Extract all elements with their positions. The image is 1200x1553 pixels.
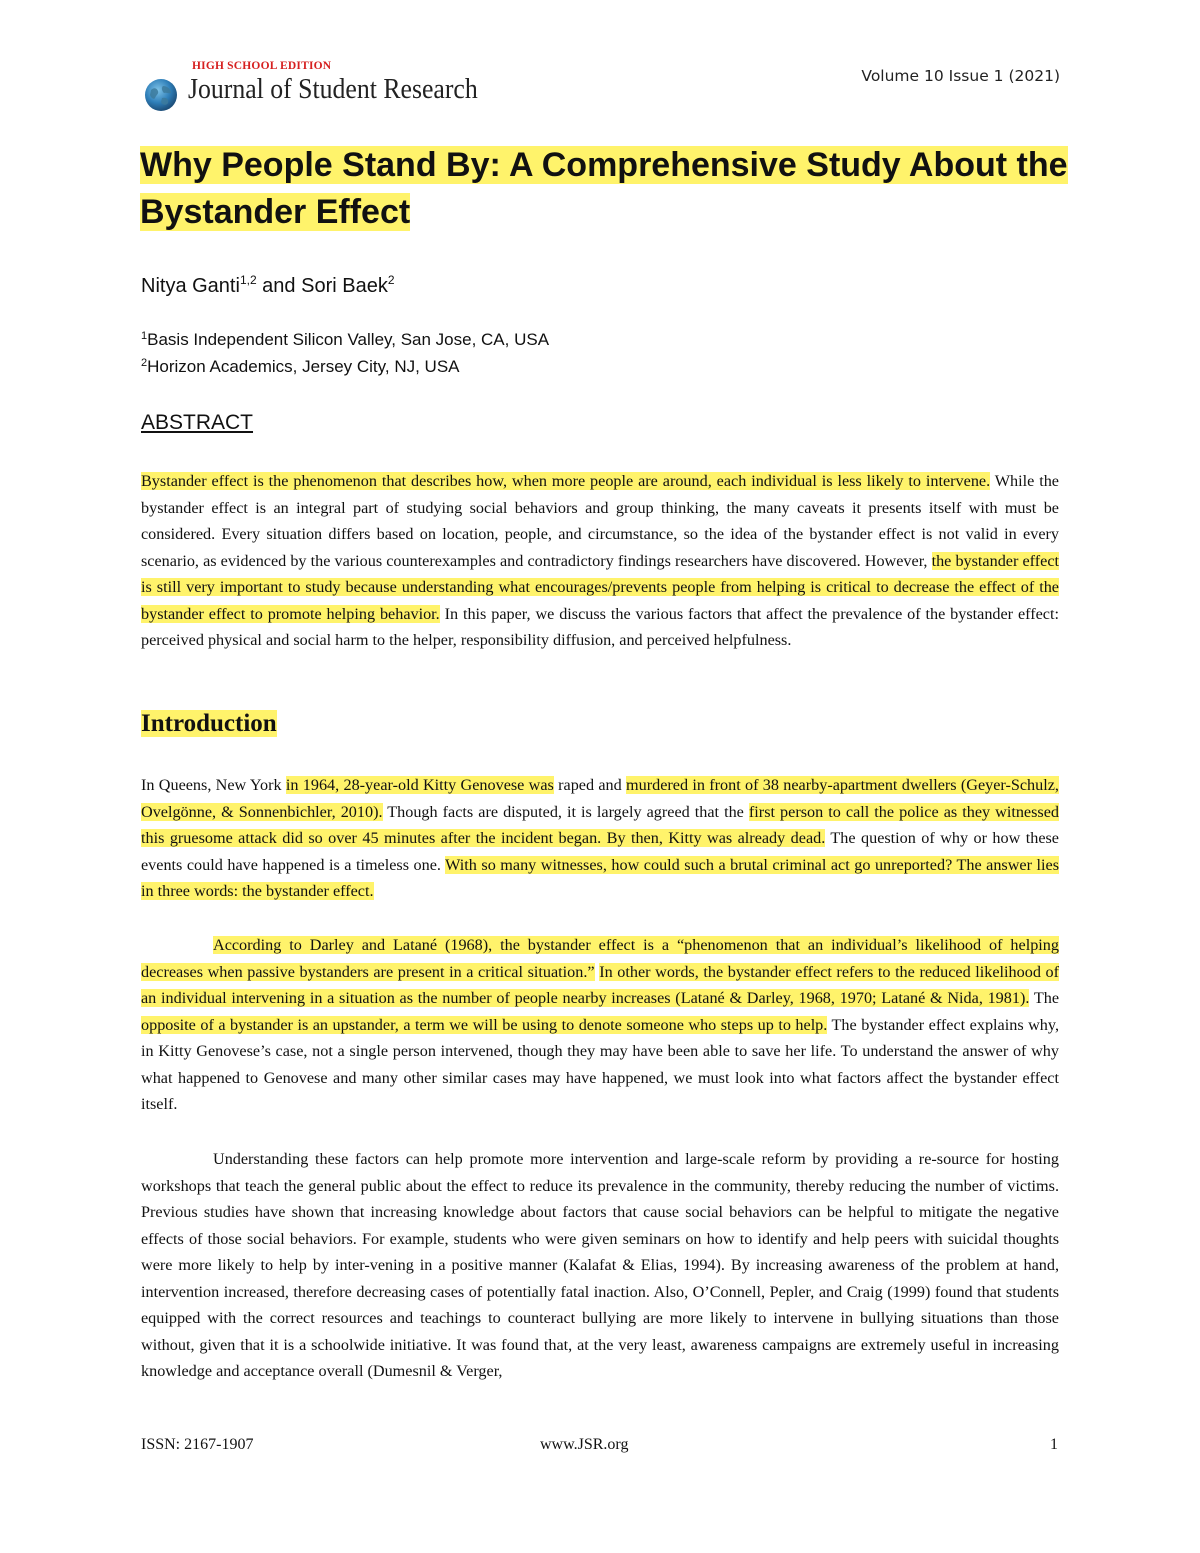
highlighted-text: In other words, the bystander effect refers to the reduced likelihood of an individual intervening in a situation as the number of people nearby increases (Latané & Darley, 1968, 1970; Latané & Nida, 1981). bbox=[141, 962, 1060, 1007]
footer-website: www.JSR.org bbox=[540, 1436, 629, 1453]
intro-paragraph-2 bbox=[141, 932, 1059, 1118]
body-text: raped and bbox=[553, 776, 627, 794]
body-text: In this paper, we discuss the various factors that affect the prevalence of the bystander effect: perceived physical and social harm to the helper, responsibility diffusion, and perceived helpfulness. bbox=[141, 604, 1059, 649]
highlighted-text: With so many witnesses, how could such a brutal criminal act go unreported? The answer lies in three words: the bystander effect. bbox=[141, 855, 1059, 900]
affiliation-mark: 2 bbox=[141, 357, 148, 369]
body-text: Though facts are disputed, it is largely agreed that the bbox=[382, 802, 749, 821]
body-text: The bystander effect explains why, in Kitty Genovese’s case, not a single person intervened, though they may have been able to save her life. To understand the answer of why what happened to Genovese and many other similar cases may have happened, we must look into what factors affect the bystander effect itself. bbox=[141, 1015, 1059, 1113]
section-heading-text: Introduction bbox=[141, 710, 277, 737]
body-text: While the bystander effect is an integral part of studying social behaviors and group thinking, the many caveats it presents itself with must be considered. Every situation differs based on location, people, and circumstance, so the idea of the bystander effect is not valid in every scenario, as evidenced by the various counterexamples and contradictory findings researchers have discovered. However, bbox=[141, 472, 1059, 570]
highlighted-text: the bystander effect is still very important to study because understanding what encourages/prevents people from helping is critical to decrease the effect of the bystander effect to promote helping behavior. bbox=[141, 551, 1060, 623]
author-name: Nitya Ganti bbox=[141, 275, 240, 297]
edition-label: HIGH SCHOOL EDITION bbox=[192, 60, 332, 72]
highlighted-text: opposite of a bystander is an upstander, a term we will be using to denote someone who steps up to help. bbox=[141, 1015, 828, 1034]
affiliation-mark: 1 bbox=[141, 330, 148, 342]
paper-title bbox=[140, 142, 1070, 236]
body-text: The question of why or how these events could have happened is a timeless one. bbox=[141, 829, 1059, 874]
volume-issue: Volume 10 Issue 1 (2021) bbox=[861, 67, 1060, 85]
footer-issn: ISSN: 2167-1907 bbox=[141, 1436, 254, 1453]
author-affiliation-mark: 2 bbox=[387, 273, 395, 287]
author-affiliation-mark: 1,2 bbox=[239, 273, 257, 287]
section-heading-introduction bbox=[141, 710, 277, 738]
author-line bbox=[141, 273, 395, 298]
abstract-heading: ABSTRACT bbox=[141, 411, 254, 434]
paper-title-text: Why People Stand By: A Comprehensive Study About the Bystander Effect bbox=[140, 146, 1068, 231]
body-text: The bbox=[1029, 989, 1060, 1007]
affiliation bbox=[141, 330, 549, 350]
author-name: Sori Baek bbox=[301, 275, 388, 297]
author-conjunction: and bbox=[256, 275, 302, 297]
page-number: 1 bbox=[1050, 1436, 1058, 1453]
journal-name: Journal of Student Research bbox=[188, 74, 478, 105]
affiliation bbox=[141, 357, 460, 377]
highlighted-text: first person to call the police as they witnessed this gruesome attack did so over 45 minutes after the incident began. By then, Kitty was already dead. bbox=[141, 802, 1059, 847]
journal-logo bbox=[144, 60, 478, 112]
highlighted-text: According to Darley and Latané (1968), the bystander effect is a “phenomenon that an individual’s likelihood of helping decreases when passive bystanders are present in a critical situation.” bbox=[141, 936, 1059, 981]
body-text: In Queens, New York bbox=[141, 776, 286, 794]
globe-icon bbox=[144, 78, 178, 112]
highlighted-text: in 1964, 28-year-old Kitty Genovese was bbox=[285, 776, 554, 794]
intro-paragraph-3: Understanding these factors can help promote more intervention and large-scale reform by providing a re-source for hosting workshops that teach the general public about the effect to reduce its prevalence in the community, thereby reducing the number of victims. Previous studies have shown that increasing knowledge about factors that cause social behaviors can be helpful to mitigate the negative effects of those social behaviors. For example, students who were given seminars on how to identify and help peers with suicidal thoughts were more likely to help by inter-vening in a positive manner (Kalafat & Elias, 1994). By increasing awareness of the problem at hand, intervention increased, therefore decreasing cases of potentially fatal inaction. Also, O’Connell, Pepler, and Craig (1999) found that students equipped with the correct resources and teachings to counteract bullying are more likely to intervene in bullying situations than those without, given that it is a schoolwide initiative. It was found that, at the very least, awareness campaigns are extremely useful in increasing knowledge and acceptance overall (Dumesnil & Verger, bbox=[141, 1150, 1059, 1380]
affiliation-text: Basis Independent Silicon Valley, San Jose, CA, USA bbox=[147, 330, 550, 349]
highlighted-text: Bystander effect is the phenomenon that describes how, when more people are around, each individual is less likely to intervene. bbox=[141, 472, 991, 490]
intro-paragraph-1 bbox=[141, 772, 1059, 905]
abstract-body bbox=[141, 468, 1059, 654]
highlighted-text: murdered in front of 38 nearby-apartment dwellers (Geyer-Schulz, Ovelgönne, & Sonnenbichler, 2010). bbox=[141, 776, 1059, 821]
affiliation-text: Horizon Academics, Jersey City, NJ, USA bbox=[147, 357, 460, 376]
